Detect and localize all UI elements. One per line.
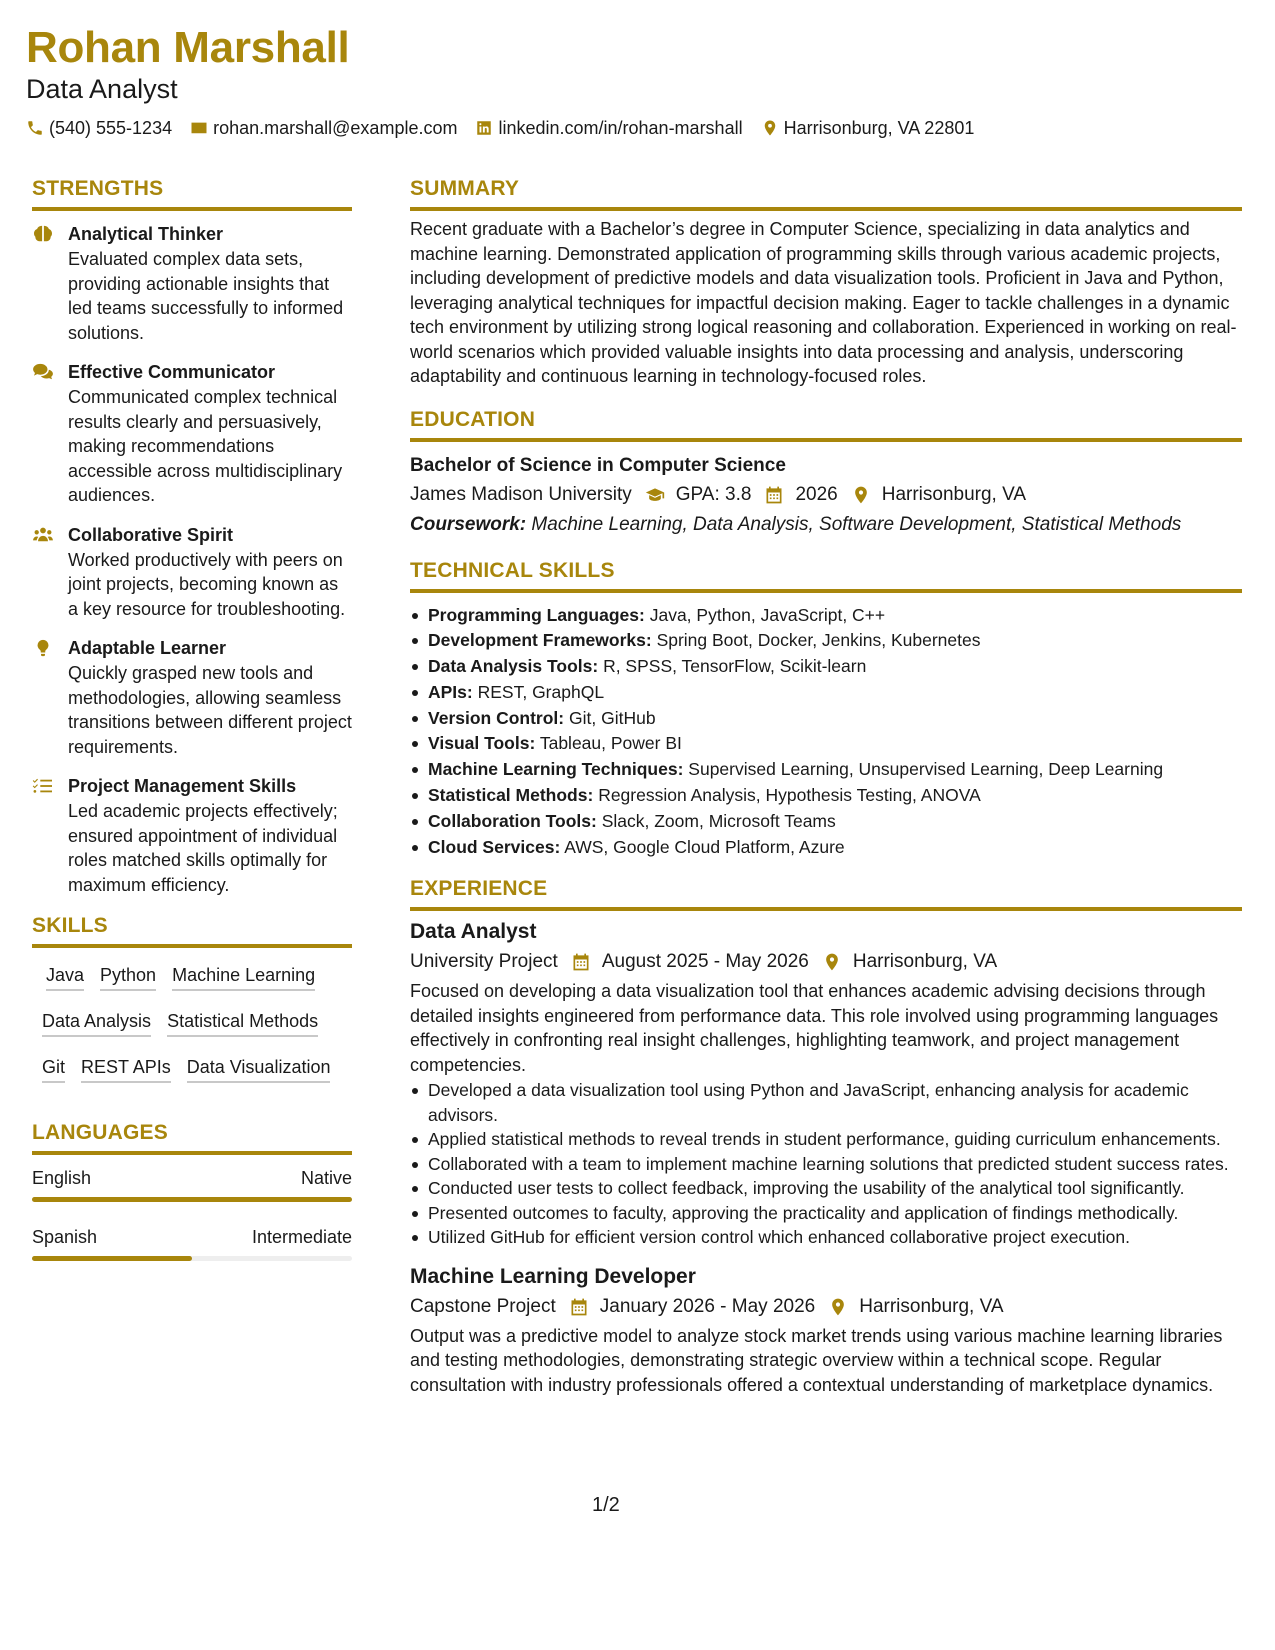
technical-skill-value: Slack, Zoom, Microsoft Teams [601, 810, 836, 831]
technical-skill-label: Machine Learning Techniques: [428, 759, 684, 780]
technical-skill-label: Visual Tools: [428, 733, 536, 754]
education-school: James Madison University [410, 483, 632, 505]
technical-skill-label: APIs: [428, 681, 473, 702]
resume-header [26, 22, 1246, 141]
job-description: Output was a predictive model to analyze stock market trends using various machine learning libraries and testing methodologies, demonstrating strategic overview within a technical scope. Regular consultation with industry professionals offered a contextual understanding of marketplace dynamics. [410, 1325, 1223, 1395]
language-proficiency-fill [32, 1256, 192, 1261]
strength-text: Quickly grasped new tools and methodologies, allowing seamless transitions between different project requirements. [68, 663, 352, 757]
job-bullet: Utilized GitHub for efficient version control which enhanced collaborative project execution. [410, 1225, 1242, 1250]
skill-chip: Data Analysis [42, 1008, 151, 1037]
technical-skill-item [410, 731, 1242, 757]
technical-skill-label: Collaboration Tools: [428, 810, 597, 831]
candidate-name: Rohan Marshall [26, 23, 350, 72]
job-location: Harrisonburg, VA [852, 951, 998, 973]
candidate-role: Data Analyst [26, 74, 178, 104]
job-bullets [410, 1078, 1242, 1250]
left-column [32, 174, 352, 1283]
strength-text: Worked productively with peers on joint projects, becoming known as a key resource for troubleshooting. [68, 549, 346, 619]
strength-text: Led academic projects effectively; ensured appointment of individual roles matched skills optimally for maximum efficiency. [68, 801, 338, 895]
technical-skill-label: Statistical Methods: [428, 785, 594, 806]
skill-chip: Machine Learning [172, 962, 315, 991]
job-bullet: Conducted user tests to collect feedback, improving the usability of the analytical tool significantly. [410, 1176, 1242, 1201]
strength-item [32, 522, 352, 622]
education-location: Harrisonburg, VA [881, 483, 1027, 505]
technical-skill-item [410, 680, 1242, 706]
technical-skill-item [410, 783, 1242, 809]
technical-skills-heading: TECHNICAL SKILLS [410, 558, 615, 582]
job-dates: August 2025 - May 2026 [601, 951, 809, 973]
lightbulb-icon [32, 635, 68, 759]
section-divider [32, 207, 352, 211]
technical-skill-item [410, 757, 1242, 783]
linkedin-icon [475, 119, 493, 137]
education-meta [410, 480, 1242, 510]
language-item [32, 1224, 352, 1261]
language-proficiency-bar [32, 1256, 352, 1261]
technical-skill-label: Version Control: [428, 707, 565, 728]
skill-chip: Java [46, 962, 84, 991]
contact-location [761, 118, 975, 139]
strength-item [32, 773, 352, 897]
technical-skill-label: Cloud Services: [428, 836, 561, 857]
language-name: English [32, 1168, 92, 1188]
right-column [410, 174, 1242, 1397]
section-divider [410, 907, 1242, 911]
technical-skill-value: Java, Python, JavaScript, C++ [649, 604, 886, 625]
technical-skills-list [410, 603, 1242, 861]
skill-chip: Python [100, 962, 156, 991]
technical-skill-value: Git, GitHub [569, 707, 656, 728]
strength-item [32, 221, 352, 345]
technical-skill-item [410, 654, 1242, 680]
strength-title: Collaborative Spirit [68, 524, 234, 545]
job-title: Machine Learning Developer [410, 1264, 696, 1288]
map-pin-icon [761, 119, 779, 137]
job-bullet: Collaborated with a team to implement machine learning solutions that predicted student success rates. [410, 1152, 1242, 1177]
contact-phone[interactable] [26, 118, 172, 139]
contact-phone-text: (540) 555-1234 [49, 117, 173, 138]
technical-skill-label: Development Frameworks: [428, 630, 652, 651]
section-divider [410, 589, 1242, 593]
skill-chip: REST APIs [81, 1054, 171, 1083]
skill-chip: Statistical Methods [167, 1008, 318, 1037]
strengths-heading: STRENGTHS [32, 177, 164, 200]
skill-chip: Data Visualization [187, 1054, 331, 1083]
technical-skill-value: R, SPSS, TensorFlow, Scikit-learn [603, 656, 867, 677]
strength-title: Adaptable Learner [68, 638, 227, 658]
technical-skill-value: REST, GraphQL [477, 681, 605, 702]
contact-linkedin[interactable] [475, 118, 742, 139]
phone-icon [26, 119, 44, 137]
job-meta [410, 1292, 1242, 1322]
technical-skill-value: Tableau, Power BI [539, 733, 682, 754]
experience-heading: EXPERIENCE [410, 877, 548, 901]
page-number: 1/2 [592, 1494, 620, 1516]
language-proficiency-fill [32, 1197, 352, 1202]
calendar-icon [568, 1297, 590, 1317]
job-dates: January 2026 - May 2026 [599, 1295, 816, 1317]
education-year: 2026 [795, 483, 838, 505]
calendar-icon [763, 485, 785, 505]
technical-skill-label: Data Analysis Tools: [428, 656, 599, 677]
coursework-list: Machine Learning, Data Analysis, Software Development, Statistical Methods [531, 513, 1182, 535]
language-name: Spanish [32, 1227, 98, 1247]
contact-email[interactable] [190, 118, 457, 139]
map-pin-icon [827, 1297, 849, 1317]
job-title: Data Analyst [410, 920, 537, 944]
strength-title: Project Management Skills [68, 776, 297, 796]
graduation-cap-icon [644, 485, 666, 505]
strength-title: Analytical Thinker [68, 224, 224, 244]
section-divider [410, 207, 1242, 211]
education-heading: EDUCATION [410, 407, 536, 431]
technical-skill-label: Programming Languages: [428, 604, 645, 625]
job-bullet: Applied statistical methods to reveal trends in student performance, guiding curriculum enhancements. [410, 1127, 1242, 1152]
education-gpa: GPA: 3.8 [675, 483, 752, 505]
strength-title: Effective Communicator [68, 362, 276, 382]
job-bullet: Presented outcomes to faculty, approving the practicality and application of findings methodically. [410, 1201, 1242, 1226]
technical-skill-item [410, 706, 1242, 732]
strength-text: Communicated complex technical results clearly and persuasively, making recommendations accessible across multidisciplinary audiences. [68, 387, 343, 505]
strength-item [32, 635, 352, 759]
strength-text: Evaluated complex data sets, providing actionable insights that led teams successfully to informed solutions. [68, 249, 344, 343]
education-coursework [410, 510, 1242, 540]
comments-icon [32, 359, 68, 508]
job-description: Focused on developing a data visualization tool that enhances academic advising decisions through detailed insights engineered from performance data. This role involved using programming languages effectively in confronting real insight challenges, highlighting teamwork, and project management competencies. [410, 981, 1219, 1075]
section-divider [32, 1151, 352, 1155]
technical-skill-value: Spring Boot, Docker, Jenkins, Kubernetes [656, 630, 981, 651]
education-degree: Bachelor of Science in Computer Science [410, 454, 786, 476]
skills-list [32, 962, 352, 1100]
technical-skill-value: AWS, Google Cloud Platform, Azure [564, 836, 845, 857]
language-proficiency-bar [32, 1197, 352, 1202]
brain-icon [32, 221, 68, 345]
contact-email-text: rohan.marshall@example.com [213, 117, 458, 138]
list-check-icon [32, 773, 68, 897]
technical-skill-item [410, 809, 1242, 835]
map-pin-icon [821, 952, 843, 972]
skills-heading: SKILLS [32, 914, 108, 937]
contact-location-text: Harrisonburg, VA 22801 [783, 117, 975, 138]
skill-chip: Git [42, 1054, 65, 1083]
users-icon [32, 522, 68, 622]
calendar-icon [570, 952, 592, 972]
contact-linkedin-text: linkedin.com/in/rohan-marshall [498, 117, 743, 138]
technical-skill-item [410, 628, 1242, 654]
section-divider [410, 438, 1242, 442]
technical-skill-value: Regression Analysis, Hypothesis Testing, ANOVA [598, 785, 981, 806]
job-bullet: Developed a data visualization tool using Python and JavaScript, enhancing analysis for academic advisors. [410, 1078, 1242, 1127]
summary-text: Recent graduate with a Bachelor’s degree in Computer Science, specializing in data analytics and machine learning. Demonstrated application of programming skills through various academic projects, including development of predictive models and data visualization tools. Proficient in Java and Python, leveraging analytical techniques for impactful decision making. Eager to tackle challenges in a dynamic tech environment by utilizing strong logical reasoning and collaboration. Experienced in working on real-world scenarios which provided valuable insights into data processing and analysis, underscoring adaptability and continuous learning in technology-focused roles. [410, 219, 1237, 386]
language-level: Native [300, 1168, 352, 1188]
language-item [32, 1165, 352, 1202]
job-org: Capstone Project [410, 1295, 556, 1317]
summary-heading: SUMMARY [410, 177, 520, 200]
experience-entry [410, 1262, 1242, 1398]
coursework-label: Coursework: [410, 513, 527, 535]
job-meta [410, 947, 1242, 977]
experience-entry [410, 917, 1242, 1250]
envelope-icon [190, 119, 208, 137]
technical-skill-value: Supervised Learning, Unsupervised Learning, Deep Learning [688, 759, 1164, 780]
strength-item [32, 359, 352, 508]
technical-skill-item [410, 835, 1242, 861]
job-location: Harrisonburg, VA [859, 1295, 1004, 1317]
languages-heading: LANGUAGES [32, 1121, 168, 1144]
language-level: Intermediate [251, 1227, 352, 1247]
job-org: University Project [410, 951, 558, 973]
contact-bar [26, 115, 1246, 141]
section-divider [32, 944, 352, 948]
map-pin-icon [850, 485, 872, 505]
technical-skill-item [410, 603, 1242, 629]
